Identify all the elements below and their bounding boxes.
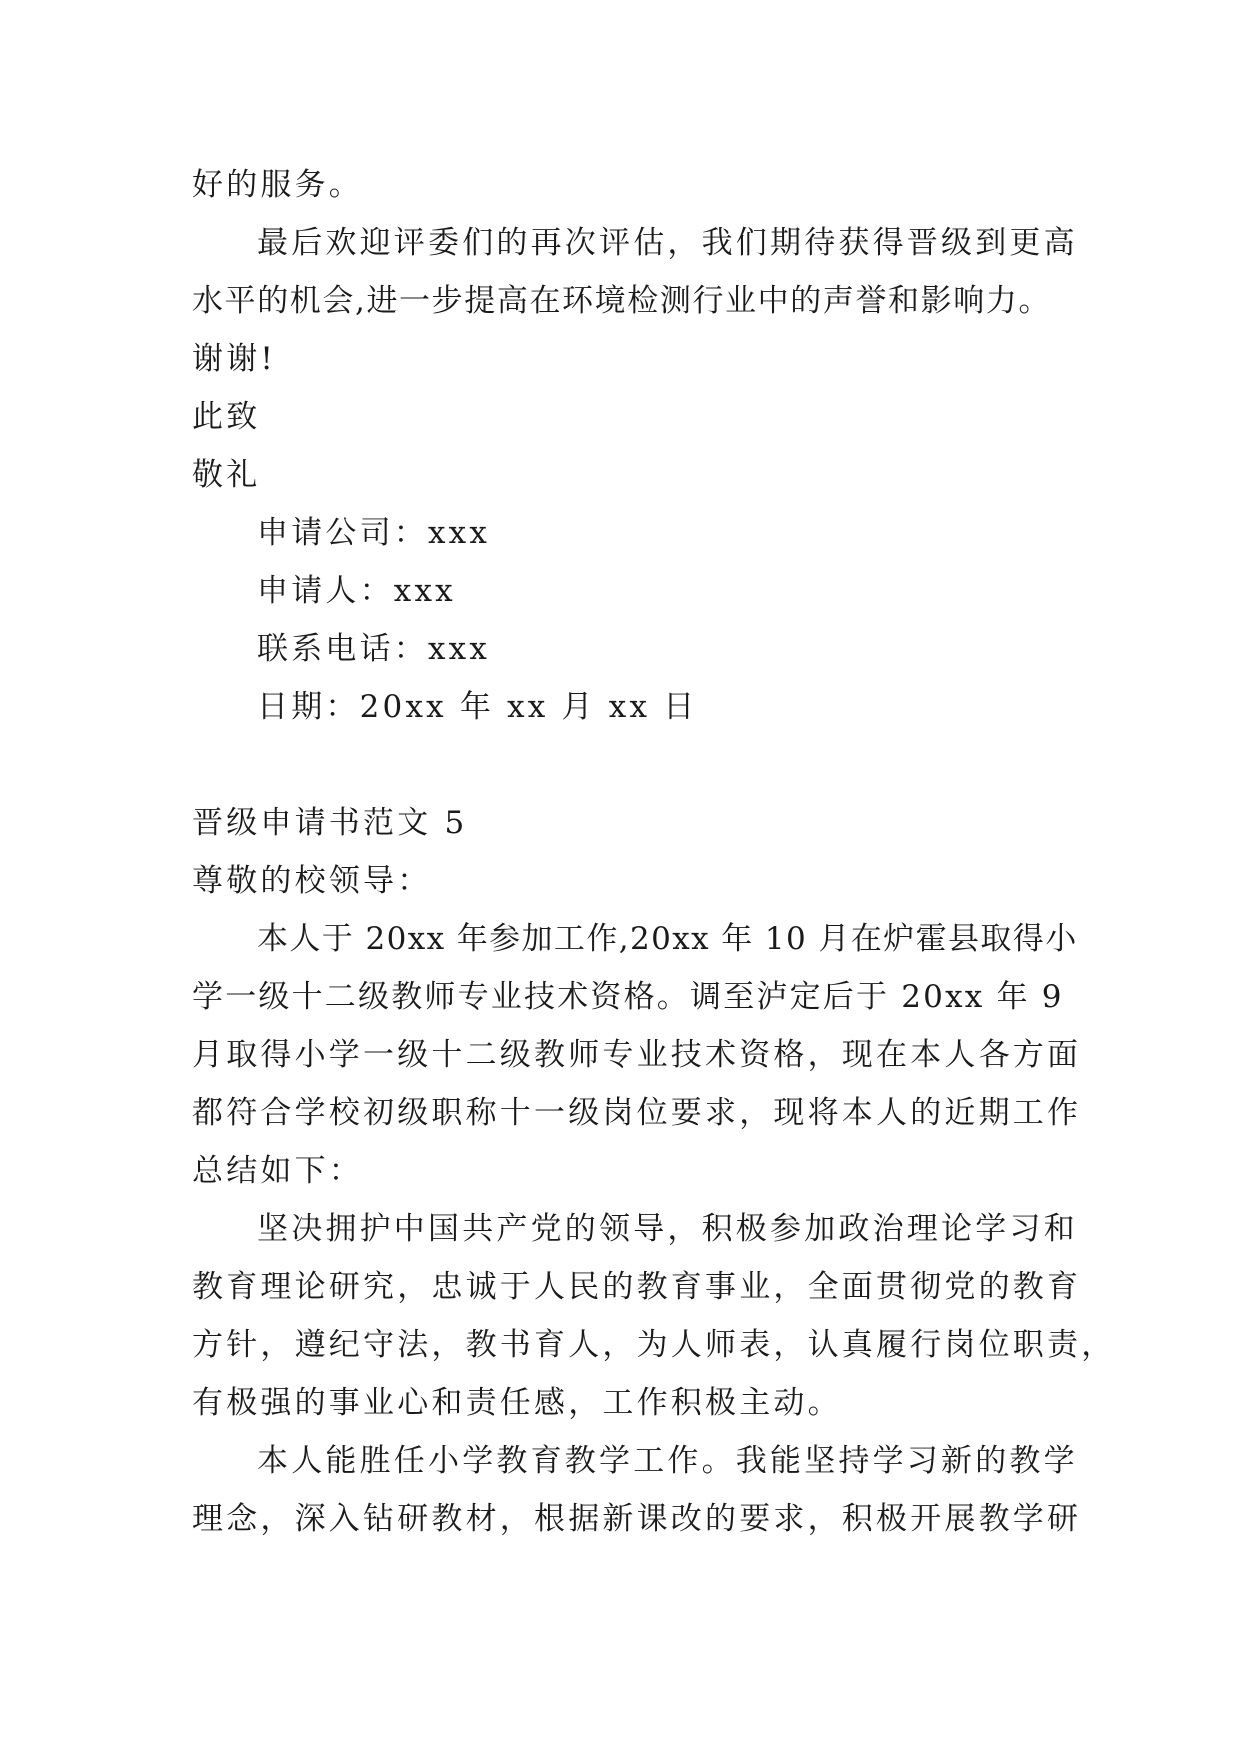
text-line: 总结如下： [192, 1153, 363, 1189]
section-title: 晋级申请书范文 5 [192, 805, 468, 841]
text-line: 学一级十二级教师专业技术资格。调至泸定后于 20xx 年 9 [192, 979, 1064, 1015]
closing-regards: 敬礼 [192, 457, 261, 493]
applicant-name: 申请人：xxx [257, 573, 456, 609]
applicant-company: 申请公司：xxx [257, 515, 491, 551]
text-line: 都符合学校初级职称十一级岗位要求，现将本人的近期工作 [192, 1095, 1082, 1131]
text-line: 月取得小学一级十二级教师专业技术资格，现在本人各方面 [192, 1037, 1082, 1073]
text-line: 水平的机会,进一步提高在环境检测行业中的声誉和影响力。 [192, 283, 1052, 319]
text-line: 好的服务。 [192, 167, 363, 203]
paragraph-first-line: 最后欢迎评委们的再次评估，我们期待获得晋级到更高 [257, 225, 1078, 261]
text-line: 有极强的事业心和责任感，工作积极主动。 [192, 1385, 842, 1421]
paragraph-first-line: 坚决拥护中国共产党的领导，积极参加政治理论学习和 [257, 1211, 1078, 1247]
text-line: 谢谢! [192, 341, 277, 377]
paragraph-first-line: 本人于 20xx 年参加工作,20xx 年 10 月在炉霍县取得小 [257, 921, 1078, 957]
text-line: 教育理论研究，忠诚于人民的教育事业，全面贯彻党的教育 [192, 1269, 1082, 1305]
text-line: 方针，遵纪守法，教书育人，为人师表，认真履行岗位职责， [192, 1327, 1116, 1363]
text-line: 理念，深入钻研教材，根据新课改的要求，积极开展教学研 [192, 1501, 1082, 1537]
letter-salutation: 尊敬的校领导： [192, 863, 432, 899]
closing-salutation: 此致 [192, 399, 261, 435]
paragraph-first-line: 本人能胜任小学教育教学工作。我能坚持学习新的教学 [257, 1443, 1078, 1479]
application-date: 日期：20xx 年 xx 月 xx 日 [257, 689, 698, 725]
contact-phone: 联系电话：xxx [257, 631, 491, 667]
